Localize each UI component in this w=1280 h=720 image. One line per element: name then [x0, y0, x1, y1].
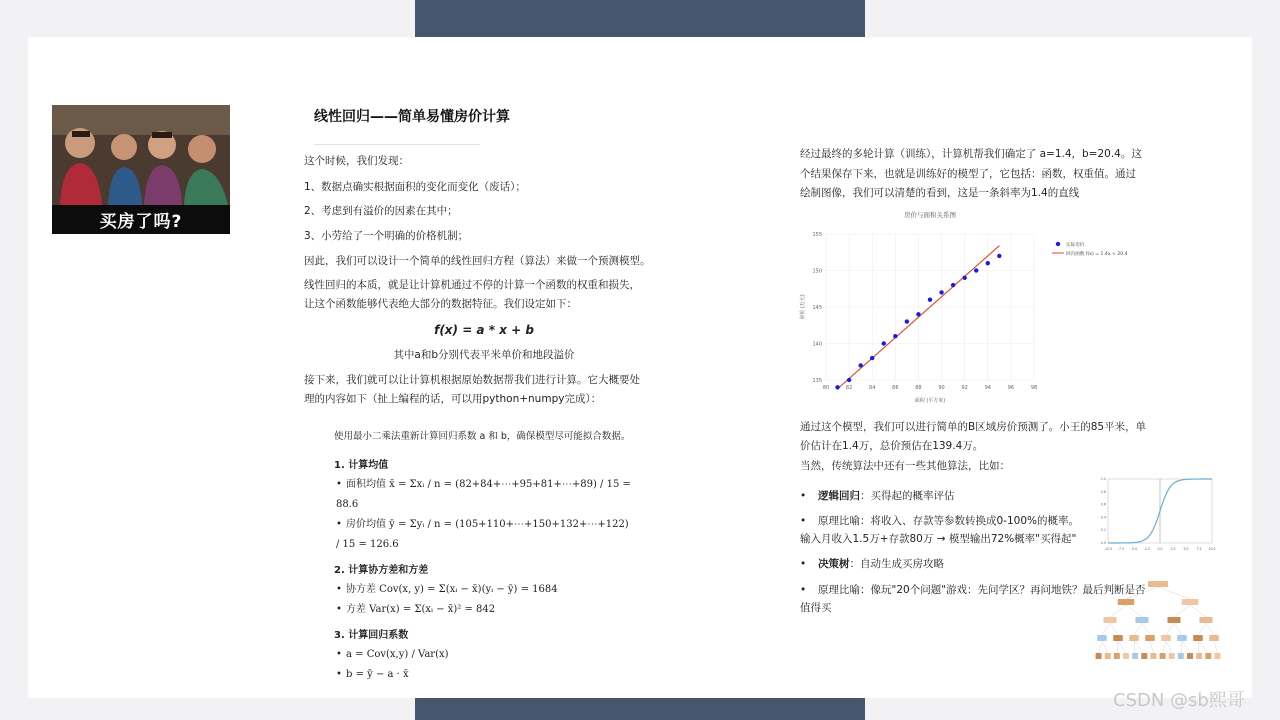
tree-node: [1161, 635, 1171, 641]
bullet-tree: [800, 555, 1160, 574]
tree-node: [1193, 635, 1203, 641]
data-point: [997, 254, 1001, 258]
legend-label-points: 实际房价: [1066, 243, 1085, 248]
sigmoid-y-tick: 0.6: [1100, 502, 1106, 507]
title-divider: [314, 144, 480, 145]
meme-image: [52, 105, 230, 234]
sigmoid-y-tick: 0.4: [1100, 515, 1106, 520]
tree-node: [1096, 653, 1102, 659]
tree-node: [1114, 653, 1120, 659]
bullet-dot: •: [800, 584, 807, 596]
tree-node: [1123, 653, 1129, 659]
right-paragraph-1-line-2: 个结果保存下来，也就是训练好的模型了，它包括：函数，权重值。通过: [800, 168, 1136, 180]
meme-photo-illustration: [52, 105, 230, 205]
y-tick-label: 150: [812, 268, 822, 275]
tree-edge: [1134, 623, 1142, 635]
bullet-logistic-example-text: 输入月收入1.5万+存款80万 → 模型输出72%概率"买得起": [800, 533, 1077, 545]
x-tick-label: 94: [984, 385, 991, 391]
data-point: [905, 319, 909, 323]
sigmoid-y-tick: 0.0: [1100, 541, 1106, 545]
regression-chart: [790, 206, 1140, 408]
calc-coef-b: • b = ȳ − a · x̄: [336, 669, 409, 680]
paragraph-essence-line-1: 线性回归的本质，就是让计算机通过不停的计算一个函数的权重和损失，: [304, 279, 640, 291]
data-point: [882, 341, 886, 345]
tree-edge: [1142, 623, 1150, 635]
tree-edge: [1110, 623, 1118, 635]
tree-node: [1136, 617, 1149, 623]
x-tick-label: 82: [845, 385, 853, 391]
tree-node: [1178, 653, 1184, 659]
bullet-tree-analogy-text: 原理比喻：像玩"20个问题"游戏：先问学区？再问地铁？最后判断是否: [818, 584, 1146, 596]
tree-edge: [1134, 641, 1135, 653]
right-paragraph-2-line-2: 价估计在1.4万，总价预估在139.4万。: [800, 440, 984, 452]
sigmoid-x-tick: 5.0: [1183, 547, 1189, 551]
x-tick-label: 96: [1007, 385, 1015, 391]
tree-edge: [1198, 641, 1208, 653]
tree-edge: [1163, 641, 1166, 653]
y-tick-label: 135: [812, 378, 822, 384]
x-tick-label: 98: [1030, 385, 1038, 391]
x-axis-label: 面积 (平方米): [914, 398, 946, 404]
tree-edge: [1181, 641, 1182, 653]
tree-edge: [1134, 641, 1144, 653]
calc-coef-a-text: a = Cov(x,y) / Var(x): [346, 649, 449, 660]
calc-intro: 使用最小二乘法重新计算回归系数 a 和 b，确保模型尽可能拟合数据。: [334, 431, 631, 442]
watermark: CSDN @sb熙哥: [1113, 690, 1245, 711]
x-tick-label: 84: [869, 385, 876, 391]
tree-node: [1132, 653, 1138, 659]
x-tick-label: 86: [892, 385, 899, 391]
tree-node: [1129, 635, 1139, 641]
tree-edge: [1099, 641, 1102, 653]
tree-edge: [1126, 605, 1142, 617]
bullet-tree-title: 决策树: [818, 558, 850, 570]
sigmoid-x-tick: -7.5: [1117, 547, 1125, 551]
y-tick-label: 145: [812, 305, 822, 311]
sigmoid-x-tick: 0.0: [1157, 547, 1163, 551]
tree-node: [1205, 653, 1211, 659]
tree-edge: [1174, 623, 1182, 635]
tree-edge: [1166, 623, 1174, 635]
article-title: 线性回归——简单易懂房价计算: [314, 109, 510, 125]
tree-edge: [1102, 623, 1110, 635]
bullet-tree-desc: ：自动生成买房攻略: [849, 558, 944, 570]
bullet-tree-analogy-cont-text: 值得买: [800, 602, 832, 614]
bullet-logistic-analogy-text: 原理比喻：将收入、存款等参数转换成0-100%的概率。: [818, 515, 1079, 527]
calc-covariance: • 协方差 Cov(x, y) = Σ(xᵢ − x̄)(yᵢ − ȳ) = 1684: [336, 584, 558, 595]
paragraph-intro: 这个时候，我们发现：: [304, 155, 409, 167]
tree-edge: [1126, 587, 1158, 599]
y-axis-label: 房价 (万元): [800, 294, 806, 320]
tree-edge: [1118, 641, 1126, 653]
data-point: [928, 298, 932, 302]
right-paragraph-1-line-3: 绘制图像，我们可以清楚的看到，这是一条斜率为1.4的直线: [800, 187, 1080, 199]
legend-label-line: 回归函数 f(x) = 1.4x + 20.4: [1066, 252, 1128, 257]
tree-edge: [1214, 641, 1217, 653]
tree-edge: [1117, 641, 1118, 653]
sigmoid-x-tick: -5.0: [1130, 547, 1138, 551]
formula: f(x) = a * x + b: [434, 323, 534, 337]
tree-node: [1168, 617, 1181, 623]
tree-node: [1118, 599, 1135, 605]
calculation-block: [334, 428, 634, 685]
sigmoid-x-tick: -2.5: [1143, 547, 1151, 551]
meme-caption: 买房了吗?: [99, 212, 183, 232]
tree-node: [1145, 635, 1155, 641]
data-point: [835, 385, 839, 389]
bullet-logistic-title: 逻辑回归: [818, 490, 860, 502]
tree-node: [1169, 653, 1175, 659]
chart-title: 房价与面积关系图: [904, 211, 956, 219]
tree-node: [1187, 653, 1193, 659]
tree-edge: [1198, 623, 1206, 635]
calc-heading-mean: 1. 计算均值: [334, 460, 389, 471]
bottom-accent-bar: [415, 698, 865, 720]
tree-edge: [1110, 605, 1126, 617]
tree-node: [1150, 653, 1156, 659]
right-paragraph-3: 当然，传统算法中还有一些其他算法，比如：: [800, 460, 1010, 472]
data-point: [893, 334, 897, 338]
paragraph-next-line-1: 接下来，我们就可以让计算机根据原始数据帮我们进行计算。它大概要处: [304, 374, 640, 386]
data-point: [847, 378, 851, 382]
right-paragraph-2-line-1: 通过这个模型，我们可以进行简单的B区域房价预测了。小王的85平米，单: [800, 421, 1147, 433]
tree-edge: [1198, 641, 1199, 653]
meme-caption-band: [52, 205, 230, 234]
bullet-logistic-desc: ：买得起的概率评估: [860, 490, 955, 502]
calc-mean-price: • 房价均值 ȳ = Σyᵢ / n = (105+110+⋯+150+132+⋯+122) / 15 = 126.6: [336, 519, 629, 550]
tree-node: [1097, 635, 1107, 641]
x-tick-label: 92: [961, 385, 968, 391]
tree-node: [1200, 617, 1213, 623]
x-tick-label: 88: [915, 385, 922, 391]
tree-node: [1209, 635, 1219, 641]
data-point: [870, 356, 874, 360]
tree-node: [1141, 653, 1147, 659]
right-paragraph-1-line-1: 经过最终的多轮计算（训练），计算机帮我们确定了 a=1.4，b=20.4。这: [800, 148, 1142, 160]
paragraph-conclusion: 因此，我们可以设计一个简单的线性回归方程（算法）来做一个预测模型。: [304, 255, 651, 267]
bullet-dot: •: [800, 490, 807, 502]
tree-edge: [1206, 623, 1214, 635]
bullet-dot: •: [800, 558, 807, 570]
tree-node: [1177, 635, 1187, 641]
calc-heading-coef: 3. 计算回归系数: [334, 630, 409, 641]
data-point: [951, 283, 955, 287]
calc-mean-area-text: 面积均值 x̄ = Σxᵢ / n = (82+84+⋯+95+81+⋯+89) / 15 = 88.6: [336, 479, 631, 510]
calc-variance: • 方差 Var(x) = Σ(xᵢ − x̄)² = 842: [336, 604, 496, 615]
calc-variance-text: 方差 Var(x) = Σ(xᵢ − x̄)² = 842: [346, 604, 496, 615]
paragraph-essence-line-2: 让这个函数能够代表绝大部分的数据特征。我们设定如下：: [304, 298, 577, 310]
sigmoid-y-tick: 0.2: [1100, 528, 1106, 533]
sigmoid-y-tick: 1.0: [1100, 477, 1106, 481]
data-point: [986, 261, 990, 265]
x-tick-label: 90: [938, 385, 945, 391]
tree-node: [1113, 635, 1123, 641]
calc-coef-a: • a = Cov(x,y) / Var(x): [336, 649, 449, 660]
tree-node: [1104, 617, 1117, 623]
calc-covariance-text: 协方差 Cov(x, y) = Σ(xᵢ − x̄)(yᵢ − ȳ) = 1684: [346, 584, 558, 595]
paragraph-next-line-2: 理的内容如下（扯上编程的话，可以用python+numpy完成）：: [304, 393, 602, 405]
tree-edge: [1150, 641, 1153, 653]
data-point: [974, 268, 978, 272]
calc-coef-b-text: b = ȳ − a · x̄: [346, 669, 409, 680]
tree-edge: [1174, 605, 1190, 617]
data-point: [962, 276, 966, 280]
calc-heading-cov: 2. 计算协方差和方差: [334, 565, 429, 576]
legend-marker-points: [1056, 242, 1060, 246]
calc-mean-area: • 面积均值 x̄ = Σxᵢ / n = (82+84+⋯+95+81+⋯+89) / 15 = 88.6: [336, 479, 631, 510]
calc-mean-price-text: 房价均值 ȳ = Σyᵢ / n = (105+110+⋯+150+132+⋯+122) / 15 = 126.6: [336, 519, 629, 550]
tree-edge: [1158, 587, 1190, 599]
decision-tree-thumbnail: [1088, 578, 1228, 670]
tree-node: [1160, 653, 1166, 659]
tree-node: [1214, 653, 1220, 659]
tree-edge: [1166, 641, 1172, 653]
tree-node: [1105, 653, 1111, 659]
sigmoid-thumbnail: [1098, 473, 1216, 555]
formula-note: 其中a和b分别代表平米单价和地段溢价: [393, 349, 575, 361]
tree-edge: [1190, 605, 1206, 617]
tree-node: [1196, 653, 1202, 659]
data-point: [939, 290, 943, 294]
tree-node: [1148, 581, 1168, 587]
top-accent-bar: [415, 0, 865, 37]
sigmoid-x-tick: 7.5: [1196, 547, 1202, 551]
x-tick-label: 80: [822, 385, 830, 391]
sigmoid-y-tick: 0.8: [1100, 489, 1106, 494]
bullet-dot: •: [800, 515, 807, 527]
sigmoid-x-tick: -10.0: [1103, 547, 1113, 551]
tree-edge: [1102, 641, 1108, 653]
paragraph-point-2: 2、考虑到有溢价的因素在其中；: [304, 205, 458, 217]
sigmoid-x-tick: 2.5: [1170, 547, 1176, 551]
paragraph-point-3: 3、小劳给了一个明确的价格机制；: [304, 230, 469, 242]
sigmoid-x-tick: 10.0: [1208, 547, 1216, 551]
tree-node: [1182, 599, 1199, 605]
tree-edge: [1182, 641, 1190, 653]
y-tick-label: 155: [812, 232, 822, 238]
data-point: [858, 363, 862, 367]
data-point: [916, 312, 920, 316]
paragraph-point-1: 1、数据点确实根据面积的变化而变化（废话）；: [304, 181, 526, 193]
y-tick-label: 140: [812, 341, 822, 348]
